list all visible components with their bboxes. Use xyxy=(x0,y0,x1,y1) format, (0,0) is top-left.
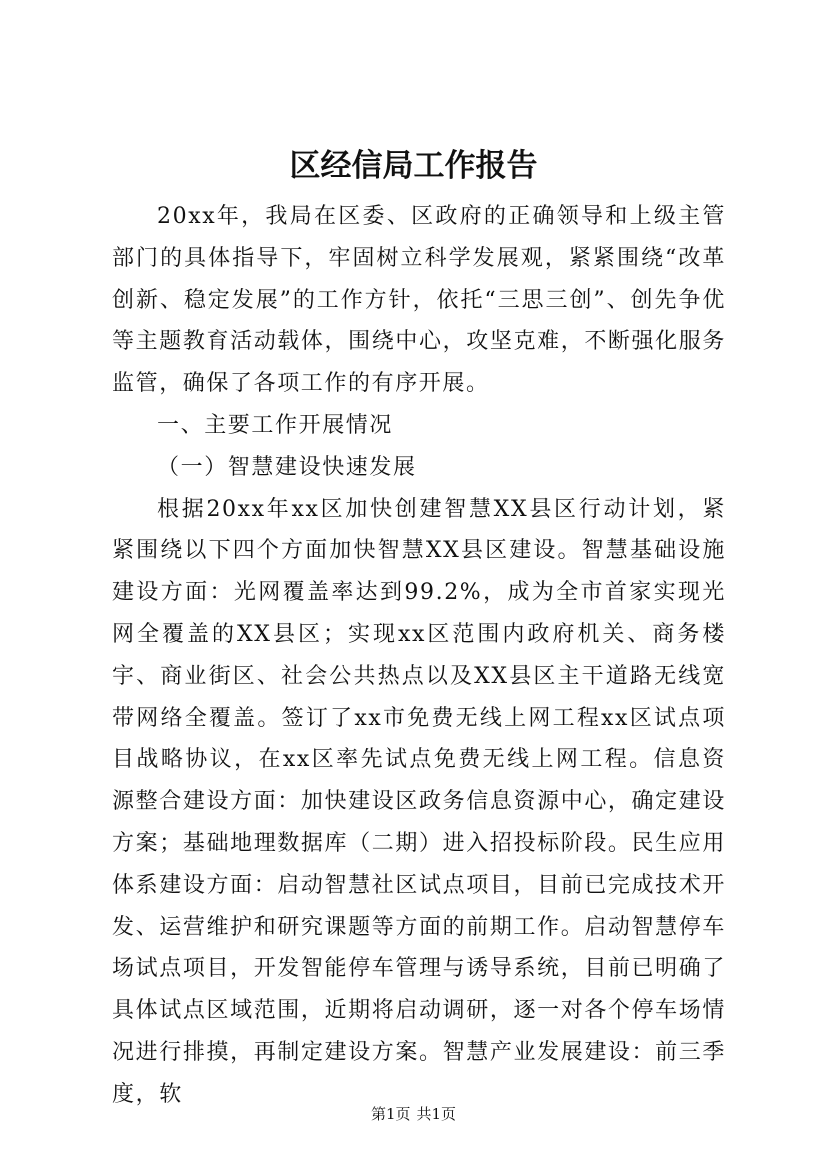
intro-paragraph: 20xx年，我局在区委、区政府的正确领导和上级主管部门的具体指导下，牢固树立科学发展观，紧紧围绕“改革创新、稳定发展”的工作方针，依托“三思三创”、创先争优等主题教育活动载体，围绕中心，攻坚克难，不断强化服务监管，确保了各项工作的有序开展。 xyxy=(112,204,726,397)
body-paragraph: 根据20xx年xx区加快创建智慧XX县区行动计划，紧紧围绕以下四个方面加快智慧XX县区建设。智慧基础设施建设方面：光网覆盖率达到99.2%，成为全市首家实现光网全覆盖的XX县区；实现xx区范围内政府机关、商务楼宇、商业街区、社会公共热点以及XX县区主干道路无线宽带网络全覆盖。签订了xx市免费无线上网工程xx区试点项目战略协议，在xx区率先试点免费无线上网工程。信息资源整合建设方面：加快建设区政务信息资源中心，确定建设方案；基础地理数据库（二期）进入招投标阶段。民生应用体系建设方面：启动智慧社区试点项目，目前已完成技术开发、运营维护和研究课题等方面的前期工作。启动智慧停车场试点项目，开发智能停车管理与诱导系统，目前已明确了具体试点区域范围，近期将启动调研，逐一对各个停车场情况进行排摸，再制定建设方案。智慧产业发展建设：前三季度，软 xyxy=(112,496,726,1107)
page-total: 共1页 xyxy=(416,1105,457,1123)
document-title: 区经信局工作报告 xyxy=(289,148,538,184)
page-footer xyxy=(0,1104,827,1124)
section-heading: 一、主要工作开展情况 xyxy=(157,412,394,438)
document-body xyxy=(112,196,726,1116)
page-number: 第1页 xyxy=(370,1105,411,1123)
subsection-heading: （一）智慧建设快速发展 xyxy=(157,454,417,480)
